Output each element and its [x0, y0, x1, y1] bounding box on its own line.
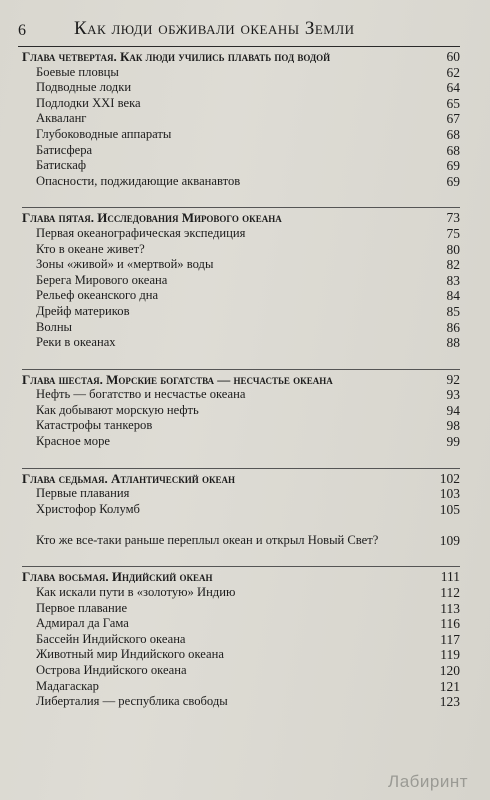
entry-title: Опасности, поджидающие акванавтов: [36, 173, 241, 188]
chapter-block: [22, 468, 460, 549]
entry-page-number: 80: [446, 241, 460, 257]
chapter-title-row: [22, 49, 460, 65]
entry-title: Волны: [36, 319, 73, 334]
toc-entry: [22, 257, 460, 273]
entry-page-number: 67: [446, 111, 460, 127]
book-title: Как люди обживали океаны Земли: [74, 18, 355, 39]
entry-title: Как искали пути в «золотую» Индию: [36, 585, 236, 600]
toc-entry: [22, 585, 460, 601]
chapter-block: [22, 207, 460, 350]
entry-title: Животный мир Индийского океана: [36, 647, 224, 662]
entry-page-number: 65: [446, 95, 460, 111]
entry-title: Зоны «живой» и «мертвой» воды: [36, 257, 214, 272]
toc-entry: [22, 616, 460, 632]
entry-title: Первое плавание: [36, 600, 128, 615]
entry-page-number: 99: [446, 434, 460, 450]
entry-title: Христофор Колумб: [36, 501, 140, 516]
chapter-page-number: 92: [446, 371, 460, 387]
table-of-contents: [22, 49, 460, 728]
entry-page-number: 94: [446, 402, 460, 418]
chapter-title-row: [22, 210, 460, 226]
toc-entry: [22, 418, 460, 434]
entry-title: Глубоководные аппараты: [36, 126, 172, 141]
toc-entry: [22, 502, 460, 518]
entry-page-number: 68: [446, 126, 460, 142]
toc-entry: [22, 320, 460, 336]
toc-entry: [22, 387, 460, 403]
entry-title: Красное море: [36, 434, 110, 449]
chapter-block: [22, 49, 460, 189]
entry-page-number: 86: [446, 319, 460, 335]
entry-title: Либерталия — республика свободы: [36, 694, 228, 709]
toc-entry: [22, 517, 460, 548]
running-head: [18, 14, 472, 40]
chapter-page-number: 60: [446, 49, 460, 64]
toc-entry: [22, 158, 460, 174]
toc-entry: [22, 632, 460, 648]
entry-title: Мадагаскар: [36, 678, 99, 693]
toc-entry: [22, 273, 460, 289]
chapter-title: Глава седьмая. Атлантический океан: [22, 470, 236, 486]
toc-entry: [22, 403, 460, 419]
entry-title: Батискаф: [36, 158, 87, 173]
toc-entry: [22, 647, 460, 663]
entry-title: Бассейн Индийского океана: [36, 631, 186, 646]
entry-title: Как добывают морскую нефть: [36, 402, 199, 417]
entry-page-number: 88: [446, 335, 460, 351]
entry-page-number: 62: [446, 64, 460, 80]
entry-page-number: 83: [446, 272, 460, 288]
chapter-divider: [22, 207, 460, 208]
entry-page-number: 120: [439, 663, 460, 678]
entry-title: Дрейф материков: [36, 303, 130, 318]
entry-page-number: 113: [440, 600, 460, 616]
chapter-page-number: 102: [439, 470, 460, 486]
chapter-title: Глава шестая. Морские богатства — несчастье океана: [22, 371, 333, 387]
toc-entry: [22, 663, 460, 679]
entry-page-number: 105: [439, 501, 460, 517]
entry-title: Острова Индийского океана: [36, 663, 187, 677]
watermark-logo: Лабиринт: [388, 772, 468, 791]
chapter-title: Глава четвертая. Как люди учились плавать под водой: [22, 49, 331, 64]
toc-entry: [22, 127, 460, 143]
toc-entry: [22, 679, 460, 695]
toc-entry: [22, 226, 460, 242]
chapter-divider: [22, 566, 460, 567]
toc-entry: [22, 96, 460, 112]
chapter-title: Глава пятая. Исследования Мирового океана: [22, 210, 282, 226]
entry-page-number: 119: [440, 647, 460, 663]
entry-title: Первые плавания: [36, 486, 130, 501]
page-number: 6: [18, 22, 27, 39]
entry-title: Рельеф океанского дна: [36, 288, 159, 303]
entry-title: Подводные лодки: [36, 80, 132, 95]
toc-entry: [22, 288, 460, 304]
entry-page-number: 116: [440, 616, 460, 632]
chapter-page-number: 73: [446, 210, 460, 226]
entry-page-number: 69: [446, 173, 460, 189]
entry-page-number: 121: [439, 678, 460, 694]
entry-page-number: 109: [439, 532, 460, 548]
entry-page-number: 117: [440, 631, 460, 647]
entry-page-number: 64: [446, 80, 460, 96]
chapter-title: Глава восьмая. Индийский океан: [22, 569, 213, 585]
toc-entry: [22, 111, 460, 127]
entry-page-number: 112: [440, 585, 460, 601]
entry-page-number: 69: [446, 158, 460, 174]
chapter-title-row: [22, 372, 460, 388]
toc-entry: [22, 601, 460, 617]
entry-page-number: 84: [446, 288, 460, 304]
chapter-divider: [22, 468, 460, 469]
entry-title: Берега Мирового океана: [36, 272, 168, 287]
entry-title: Боевые пловцы: [36, 64, 119, 79]
toc-entry: [22, 486, 460, 502]
entry-page-number: 93: [446, 387, 460, 403]
entry-page-number: 103: [439, 486, 460, 502]
chapter-title-row: [22, 471, 460, 487]
toc-entry: [22, 80, 460, 96]
entry-title: Кто же все-таки раньше переплыл океан и открыл Новый Свет?: [36, 532, 379, 547]
entry-page-number: 75: [446, 225, 460, 241]
entry-title: Кто в океане живет?: [36, 241, 145, 256]
toc-entry: [22, 304, 460, 320]
entry-title: Реки в океанах: [36, 335, 116, 350]
header-rule: [18, 46, 460, 47]
entry-title: Первая океанографическая экспедиция: [36, 225, 246, 240]
chapter-divider: [22, 369, 460, 370]
entry-page-number: 98: [446, 418, 460, 434]
entry-title: Акваланг: [36, 111, 87, 126]
entry-title: Адмирал да Гама: [36, 616, 129, 631]
entry-title: Катастрофы танкеров: [36, 418, 153, 433]
toc-entry: [22, 434, 460, 450]
toc-entry: [22, 65, 460, 81]
chapter-page-number: 111: [440, 569, 460, 585]
toc-entry: [22, 694, 460, 710]
toc-entry: [22, 174, 460, 190]
chapter-block: [22, 566, 460, 709]
toc-entry: [22, 242, 460, 258]
entry-title: Батисфера: [36, 142, 93, 157]
toc-entry: [22, 143, 460, 159]
chapter-title-row: [22, 569, 460, 585]
entry-title: Нефть — богатство и несчастье океана: [36, 387, 246, 402]
entry-page-number: 123: [439, 694, 460, 710]
chapter-block: [22, 369, 460, 450]
toc-entry: [22, 335, 460, 351]
entry-page-number: 82: [446, 257, 460, 273]
entry-page-number: 68: [446, 142, 460, 158]
entry-page-number: 85: [446, 303, 460, 319]
entry-title: Подлодки XXI века: [36, 95, 141, 110]
